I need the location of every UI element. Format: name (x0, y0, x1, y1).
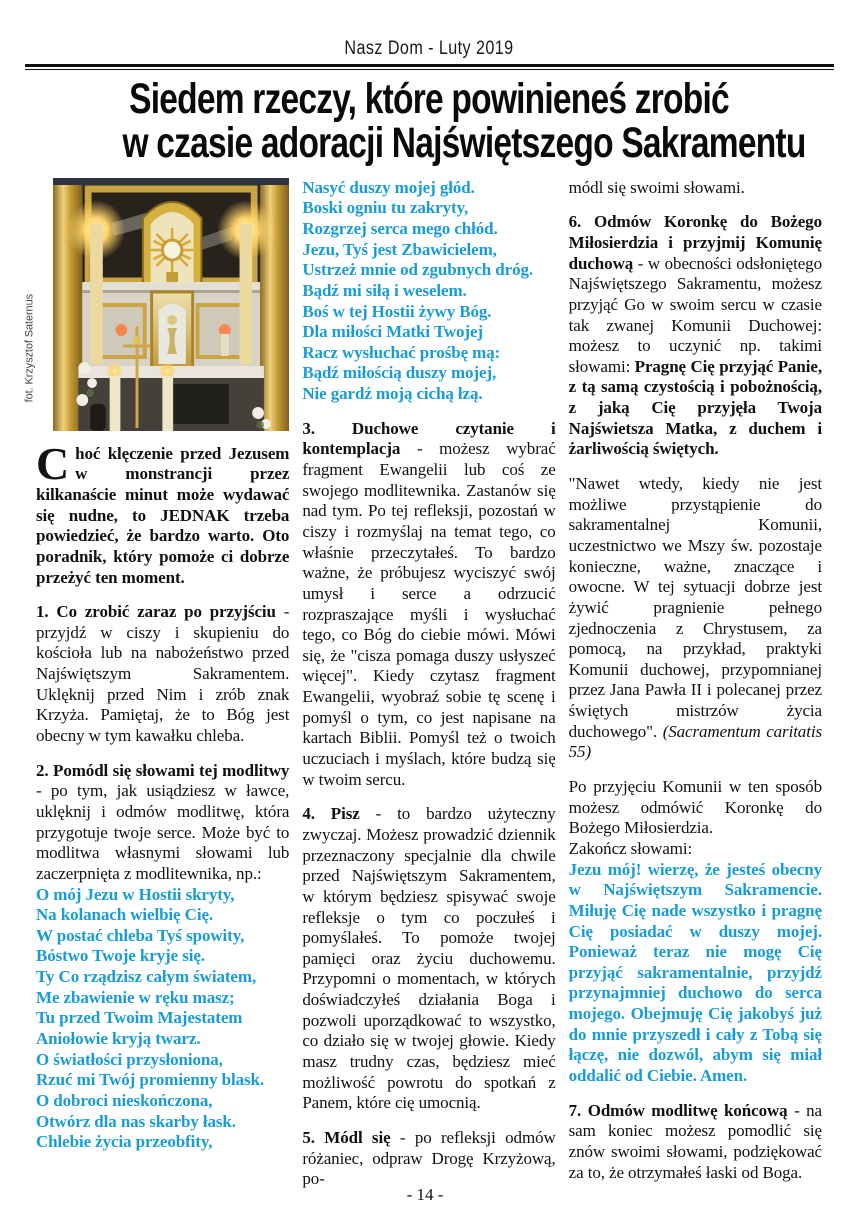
section-2-text: - po tym, jak usiądziesz w ławce, uklęknij i odmów modlitwę, która przygotuje twoje serce. Może być to modlitwa własnymi słowami lub zaczerpnięta z modlitewnika, np.: (36, 781, 290, 883)
zakoncz-line: Zakończ słowami: (568, 838, 693, 858)
section-4-lead: 4. Pisz (302, 804, 360, 824)
photo-credit: fot. Krzysztof Saternus (23, 294, 36, 403)
section-6-prayer-bold: Pragnę Cię przyjąć Panie, z tą samą czystością i pobożnością, z jaką Cię przyjęła Twoja Najświetsza Matka, z duchem i żarliwością świętych. (568, 356, 822, 459)
section-5-lead: 5. Módl się (302, 1127, 391, 1147)
intro-text: hoć klęczenie przed Jezusem w monstrancji przez kilkanaście minut może wydawać się nudne, to JEDNAK trzeba powiedzieć, że bardzo warto. Oto poradnik, który pomoże ci dobrze przeżyć ten moment. (36, 443, 290, 587)
quote-paragraph (569, 474, 822, 763)
quote-text: "Nawet wtedy, kiedy nie jest możliwe przystąpienie do sakramentalnej Komunii, uczestnictwo we Mszy św. pozostaje konieczne, ważne, znaczące i owocne. W tej sytuacji dobrze jest żywić pragnienie pełnego zjednoczenia z Chrystusem, za pomocą, na przykład, praktyki Komunii duchowej, przypomnianej przez Jana Pawła II i polecanej przez świętych mistrzów życia duchowego". (568, 474, 822, 741)
closing-prayer: Jezu mój! wierzę, że jesteś obecny w Najświętszym Sakramencie. Miłuję Cię nade wszystko i pragnę Cię posiadać w duszy mojej. Ponieważ teraz nie mogę Cię przyjąć sakramentalnie, przyjdź przynajmniej duchowo do serca mojego. Obejmuję Cię jakobyś już do mnie przyszedł i cały z Tobą się łączę, nie dozwól, abym się miał oddalić od Ciebie. Amen. (568, 859, 822, 1085)
section-3-text: - możesz wybrać fragment Ewangelii lub coś ze swojego modlitewnika. Zastanów się nad tym. Po tej refleksji, pozostań w ciszy i rozmyślaj na temat tego, co właśnie przeczytałeś. To bardzo ważne, że próbujesz wyciszyć swój umysł i serce a odrzucić rozpraszające myśli i wysłuchać tego, co Bóg do ciebie mówi. Mówi się, że "cisza pomaga duszy usłyszeć więcej". Kiedy czytasz fragment Ewangelii, wyobraź sobie tę scenę i pomyśl o tym, co jest napisane na kartach Biblii. Pomyśl też o twoich uczuciach i myślach, które budzą się w twoim sercu. (302, 439, 556, 789)
section-7-text: - na sam koniec możesz pomodlić się znów swoimi słowami, podziękować za to, że otrzymałeś łaski od Boga. (568, 1100, 822, 1182)
article-headline (36, 75, 822, 167)
quote-citation: (Sacramentum caritatis 55) (568, 721, 822, 762)
prayer-hymn-part-2: Nasyć duszy mojej głód. Boski ogniu tu zakryty, Rozgrzej serca mego chłód. Jezu, Tyś jest Zbawicielem, Ustrzeż mnie od zgubnych dróg. Bądź mi siłą i weselem. Boś w tej Hostii żywy Bóg. Dla miłości Matki Twojej Racz wysłuchać prośbę mą: Bądź miłością duszy mojej, Nie gardź moją cichą łzą. (302, 177, 534, 404)
column-right (569, 178, 822, 1204)
section-4 (302, 804, 555, 1114)
drop-cap: C (36, 437, 70, 489)
headline-line-1: Siedem rzeczy, które powinieneś zrobić (129, 75, 729, 123)
section-7 (569, 1101, 822, 1184)
intro-paragraph (36, 437, 290, 588)
article-columns (23, 177, 822, 1204)
section-5-continuation: módl się swoimi słowami. (568, 177, 745, 197)
altar-photo-block (23, 178, 289, 431)
headline-line-2: w czasie adoracji Najświętszego Sakramentu (122, 118, 806, 167)
komunia-paragraph: Po przyjęciu Komunii w ten sposób możesz odmówić Koronkę do Bożego Miłosierdzia. (568, 777, 822, 838)
header-rule (25, 64, 834, 70)
section-1 (36, 602, 289, 746)
section-3 (302, 419, 555, 791)
section-1-lead: 1. Co zrobić zaraz po przyjściu (36, 602, 276, 622)
section-5-text: - po refleksji odmów różaniec, odpraw Drogę Krzyżową, po- (302, 1127, 556, 1189)
section-3-lead: 3. Duchowe czytanie i kontemplacja (302, 418, 556, 459)
section-6 (569, 212, 822, 460)
altar-photo (53, 178, 289, 431)
section-6-text: - w obecności odsłoniętego Najświętszego Sakramentu, możesz przyjąć Go w swoim sercu w czasie tak zwanej Komunii Duchowej: możesz to uczynić np. takimi słowami: (568, 253, 822, 376)
section-6-lead: 6. Odmów Koronkę do Bożego Miłosierdzia i przyjmij Komunię duchową (568, 212, 822, 273)
section-2 (36, 761, 289, 885)
page-number: - 14 - (406, 1185, 444, 1204)
section-5 (302, 1128, 555, 1190)
section-4-text: - to bardzo użyteczny zwyczaj. Możesz prowadzić dziennik przeznaczony specjalnie dla chwile przed Najświętszym Sakramentem, w którym będziesz spisywać swoje refleksje o tym co poczułeś i pomyślałeś. To pomoże twojej pamięci oraz życiu duchowemu. Przypomni o momentach, w których doświadczyłeś działania Boga i pozwoli uporządkować to wszystko, co działo się w twojej głowie. Kiedy masz trudny czas, będziesz mieć możliwość powrotu do spotkań z Panem, które cię umocnią. (302, 804, 556, 1113)
photo-credit-strip (23, 178, 53, 431)
column-middle (302, 178, 555, 1204)
column-left (23, 178, 290, 1204)
section-2-lead: 2. Pomódl się słowami tej modlitwy (36, 760, 290, 780)
prayer-hymn-part-1: O mój Jezu w Hostii skryty, Na kolanach wielbię Cię. W postać chleba Tyś spowity, Bóstwo Twoje kryje się. Ty Co rządzisz całym światem, Me zbawienie w ręku masz; Tu przed Twoim Majestatem Aniołowie kryją twarz. O światłości przysłoniona, Rzuć mi Twój promienny blask. O dobroci nieskończona, Otwórz dla nas skarby łask. Chlebie życia przeobfity, (36, 884, 265, 1152)
masthead-title: Nasz Dom - Luty 2019 (344, 38, 514, 59)
section-1-text: - przyjdź w ciszy i skupieniu do kościoła lub na nabożeństwo przed Najświętszym Sakramentem. Uklęknij przed Nim i zrób znak Krzyża. Pamiętaj, że to Bóg jest obecny w tym kawałku chleba. (36, 602, 290, 746)
section-7-lead: 7. Odmów modlitwę końcową (568, 1100, 788, 1120)
